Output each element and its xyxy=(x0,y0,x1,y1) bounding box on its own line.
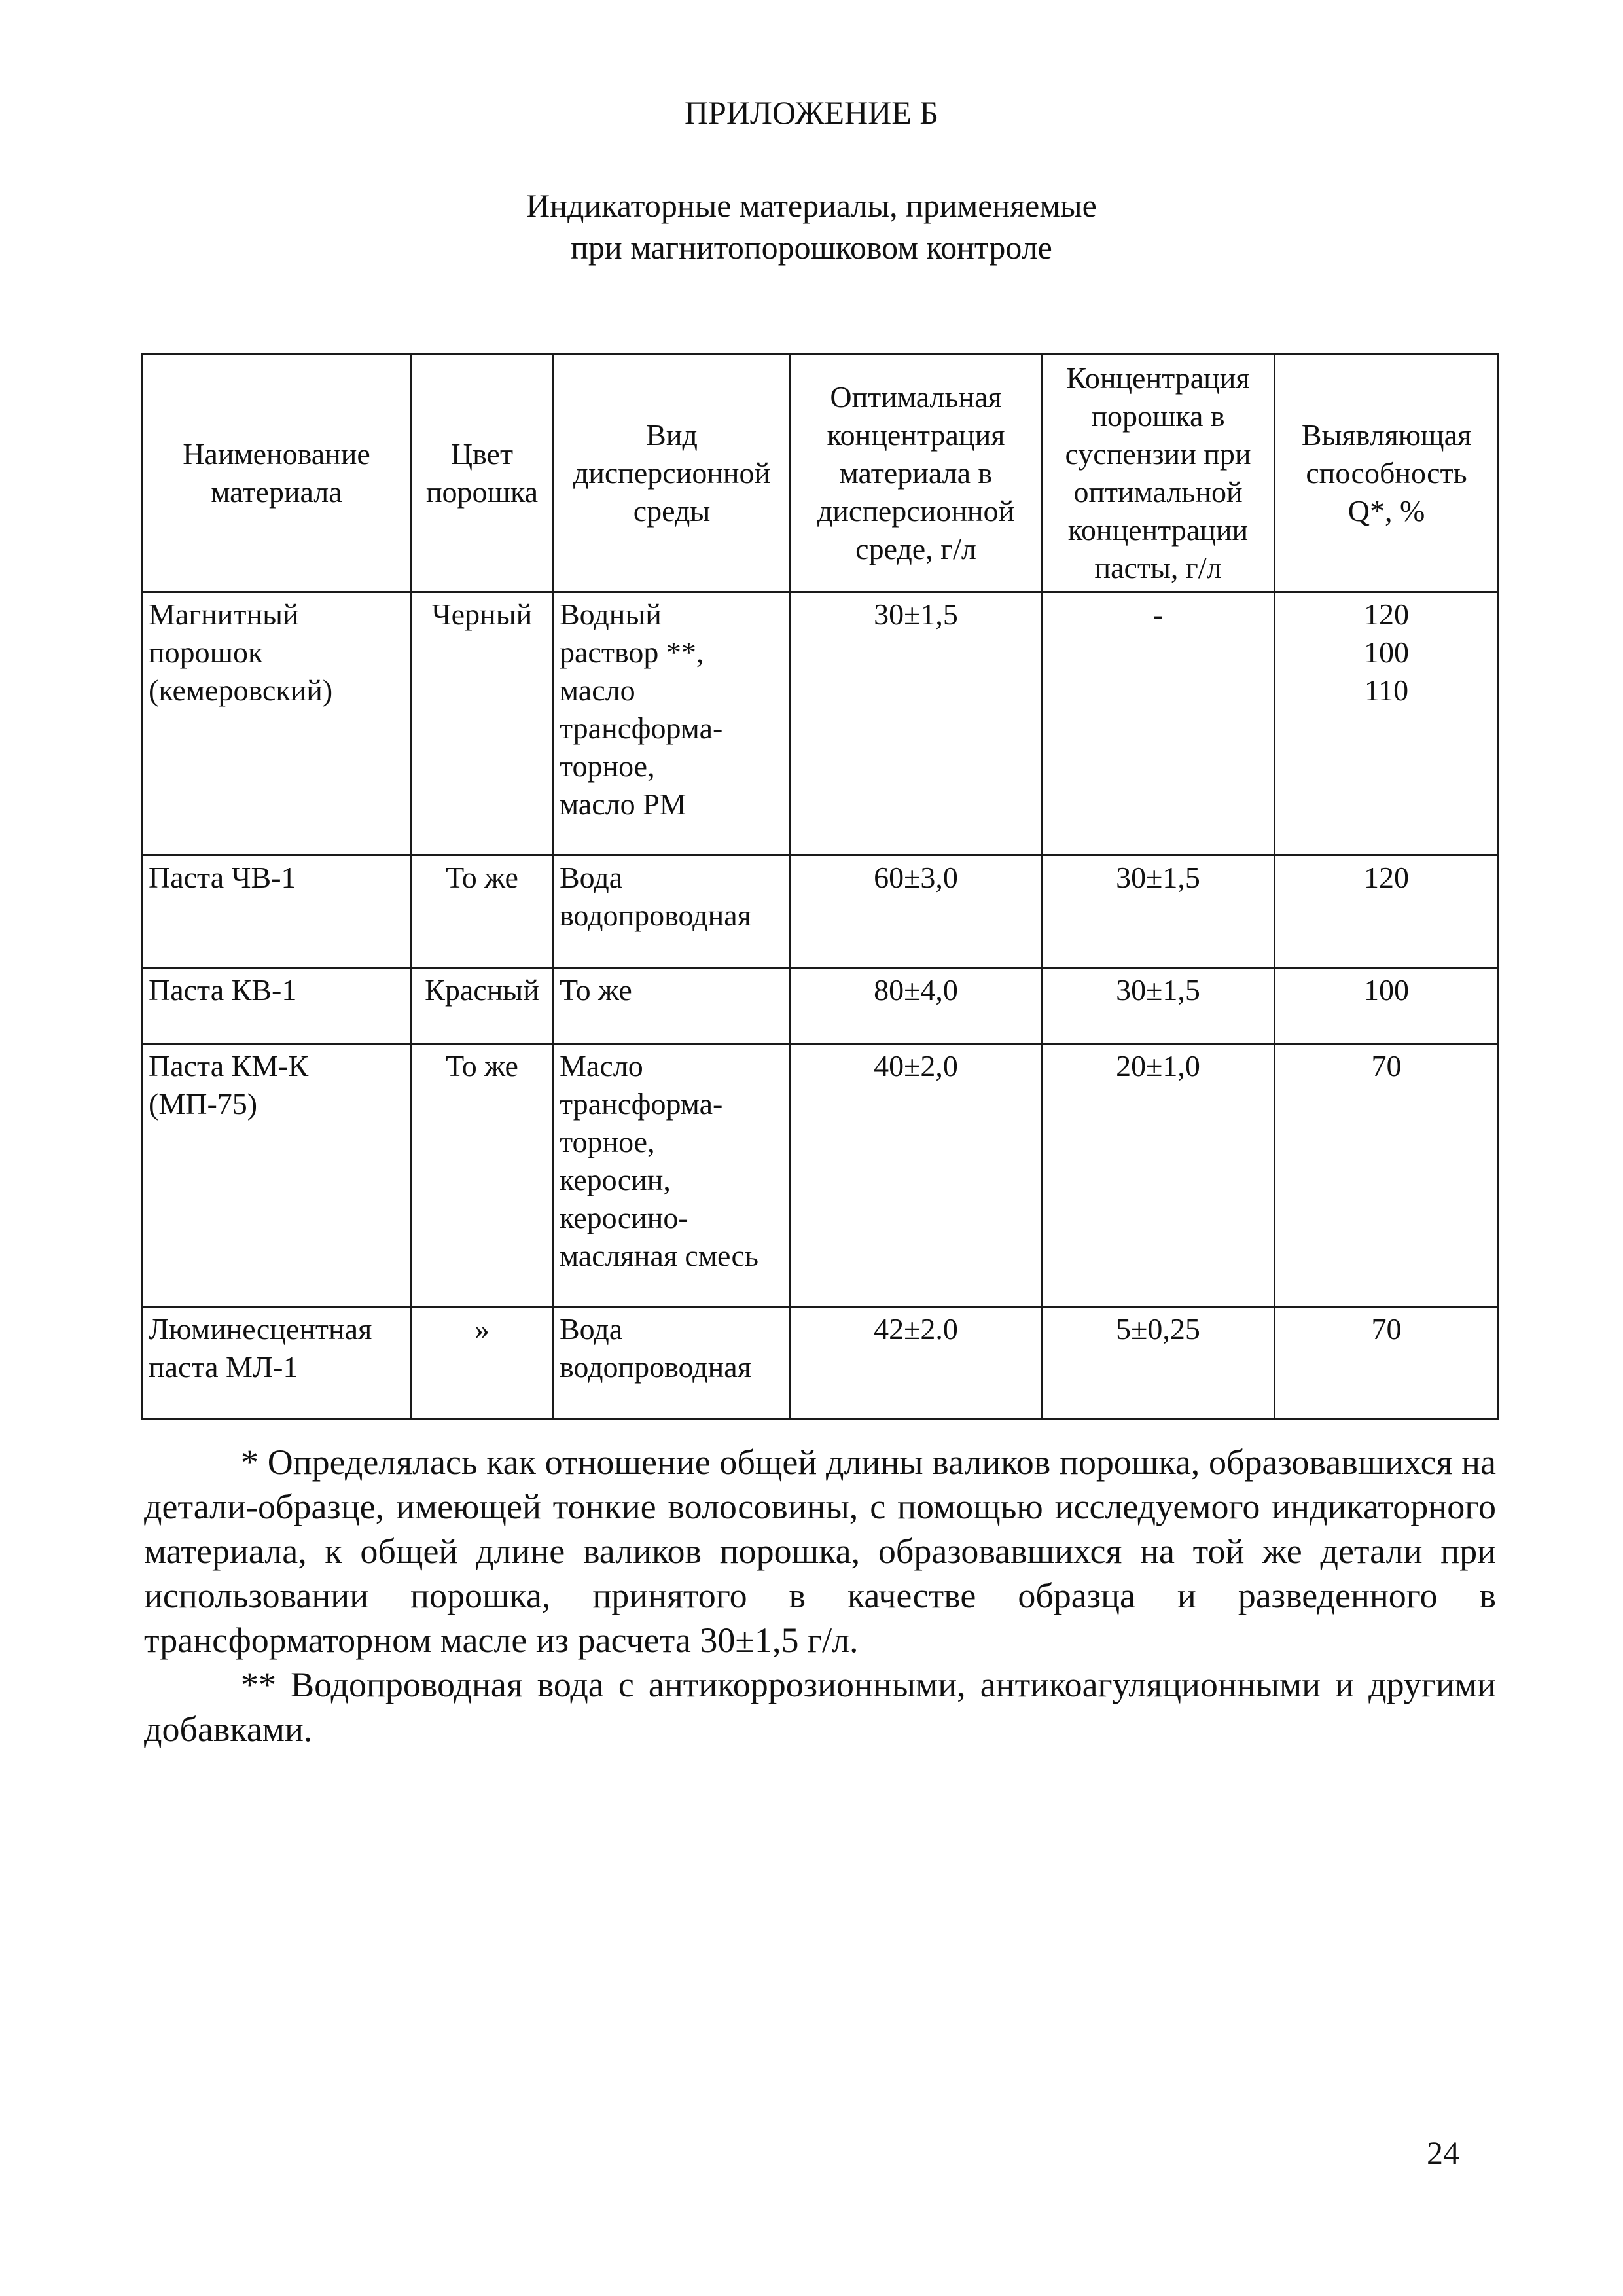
cell-material-name xyxy=(143,1307,411,1420)
header-text: способность xyxy=(1306,456,1467,490)
table-header-row xyxy=(143,355,1499,592)
cell-powder-color: То же xyxy=(411,1044,554,1307)
footnotes xyxy=(144,1440,1496,1751)
cell-material-name xyxy=(143,855,411,968)
cell-text: Паста КМ-К xyxy=(149,1049,309,1083)
cell-text: 70 xyxy=(1371,1312,1402,1346)
cell-detection-capability xyxy=(1275,855,1499,968)
header-text: дисперсионной xyxy=(817,494,1015,528)
header-text: суспензии при xyxy=(1065,437,1251,471)
header-material-name xyxy=(143,355,411,592)
cell-text: (МП-75) xyxy=(149,1087,258,1121)
subtitle-line: Индикаторные материалы, применяемые xyxy=(526,187,1097,224)
cell-text: торное, xyxy=(560,749,655,783)
header-text: концентрация xyxy=(827,418,1005,452)
cell-text: 100 xyxy=(1364,973,1409,1007)
cell-optimal-concentration: 60±3,0 xyxy=(791,855,1042,968)
header-text: оптимальной xyxy=(1073,475,1243,509)
header-text: материала xyxy=(211,475,342,509)
header-optimal-concentration xyxy=(791,355,1042,592)
cell-text: трансформа- xyxy=(560,1087,723,1121)
table-row xyxy=(143,855,1499,968)
indicator-materials-table xyxy=(141,353,1499,1420)
cell-material-name xyxy=(143,1044,411,1307)
cell-text: паста МЛ-1 xyxy=(149,1350,298,1384)
cell-text: 70 xyxy=(1371,1049,1402,1083)
page-number: 24 xyxy=(1427,2134,1459,2171)
header-text: Q*, % xyxy=(1347,494,1425,528)
cell-dispersion-medium xyxy=(554,855,791,968)
cell-text: порошок xyxy=(149,636,263,669)
cell-text: керосин, xyxy=(560,1163,671,1196)
table-row xyxy=(143,968,1499,1044)
header-text: Цвет xyxy=(450,437,514,471)
table-row xyxy=(143,1044,1499,1307)
header-text: Наименование xyxy=(183,437,370,471)
cell-suspension-concentration: 20±1,0 xyxy=(1042,1044,1275,1307)
cell-text: Паста КВ-1 xyxy=(149,973,297,1007)
cell-material-name xyxy=(143,968,411,1044)
cell-text: (кемеровский) xyxy=(149,673,333,707)
cell-suspension-concentration: 5±0,25 xyxy=(1042,1307,1275,1420)
cell-optimal-concentration: 80±4,0 xyxy=(791,968,1042,1044)
cell-text: керосино- xyxy=(560,1201,688,1234)
header-text: Выявляющая xyxy=(1301,418,1472,452)
cell-text: Вода xyxy=(560,1312,623,1346)
cell-detection-capability xyxy=(1275,1044,1499,1307)
header-text: материала в xyxy=(839,456,993,490)
cell-dispersion-medium xyxy=(554,592,791,855)
table-row xyxy=(143,592,1499,855)
header-suspension-concentration xyxy=(1042,355,1275,592)
cell-text: Люминесцентная xyxy=(149,1312,372,1346)
cell-dispersion-medium xyxy=(554,1044,791,1307)
cell-powder-color: » xyxy=(411,1307,554,1420)
cell-text: То же xyxy=(560,973,632,1007)
header-text: пасты, г/л xyxy=(1094,551,1222,584)
cell-suspension-concentration: 30±1,5 xyxy=(1042,968,1275,1044)
cell-powder-color: Красный xyxy=(411,968,554,1044)
footnote-double-asterisk: ** Водопроводная вода с антикоррозионными, антикоагуляционными и другими добавками. xyxy=(144,1665,1496,1749)
cell-text: водопроводная xyxy=(560,1350,751,1384)
cell-detection-capability xyxy=(1275,592,1499,855)
cell-powder-color: То же xyxy=(411,855,554,968)
cell-optimal-concentration: 30±1,5 xyxy=(791,592,1042,855)
header-text: Оптимальная xyxy=(830,380,1002,414)
cell-material-name xyxy=(143,592,411,855)
cell-text: масло xyxy=(560,673,635,707)
cell-text: масло РМ xyxy=(560,787,687,821)
header-text: Вид xyxy=(646,418,698,452)
header-text: дисперсионной xyxy=(573,456,771,490)
cell-text: Водный xyxy=(560,598,662,631)
cell-optimal-concentration: 40±2,0 xyxy=(791,1044,1042,1307)
subtitle-line: при магнитопорошковом контроле xyxy=(571,229,1052,266)
table-subtitle xyxy=(0,185,1623,268)
header-dispersion-medium xyxy=(554,355,791,592)
header-text: порошка xyxy=(425,475,539,509)
cell-text: торное, xyxy=(560,1125,655,1158)
cell-text: 100 xyxy=(1364,636,1409,669)
appendix-title: ПРИЛОЖЕНИЕ Б xyxy=(684,94,939,131)
header-text: Концентрация xyxy=(1066,361,1250,395)
cell-text: масляная смесь xyxy=(560,1239,758,1272)
header-text: порошка в xyxy=(1091,399,1225,433)
cell-detection-capability xyxy=(1275,968,1499,1044)
header-detection-capability xyxy=(1275,355,1499,592)
cell-dispersion-medium xyxy=(554,968,791,1044)
cell-powder-color: Черный xyxy=(411,592,554,855)
cell-text: трансформа- xyxy=(560,711,723,745)
footnote-single-asterisk: * Определялась как отношение общей длины валиков порошка, образовавшихся на детали-образце, имеющей тонкие волосовины, с помощью исследуемого индикаторного материала, к общей длине валиков порошка, образовавшихся на той же детали при использовании порошка, принятого в качестве образца и разведенного в трансформаторном масле из расчета 30±1,5 г/л. xyxy=(144,1443,1496,1660)
cell-text: водопроводная xyxy=(560,899,751,932)
cell-dispersion-medium xyxy=(554,1307,791,1420)
cell-text: Магнитный xyxy=(149,598,299,631)
cell-text: раствор **, xyxy=(560,636,704,669)
cell-text: Масло xyxy=(560,1049,643,1083)
table-row xyxy=(143,1307,1499,1420)
header-text: среды xyxy=(633,494,711,528)
header-text: концентрации xyxy=(1067,513,1249,547)
header-powder-color xyxy=(411,355,554,592)
header-text: среде, г/л xyxy=(855,532,976,565)
cell-text: 110 xyxy=(1364,673,1409,707)
cell-text: Вода xyxy=(560,861,623,894)
cell-detection-capability xyxy=(1275,1307,1499,1420)
cell-text: 120 xyxy=(1364,598,1409,631)
cell-suspension-concentration: 30±1,5 xyxy=(1042,855,1275,968)
cell-optimal-concentration: 42±2.0 xyxy=(791,1307,1042,1420)
cell-suspension-concentration: - xyxy=(1042,592,1275,855)
cell-text: Паста ЧВ-1 xyxy=(149,861,296,894)
cell-text: 120 xyxy=(1364,861,1409,894)
